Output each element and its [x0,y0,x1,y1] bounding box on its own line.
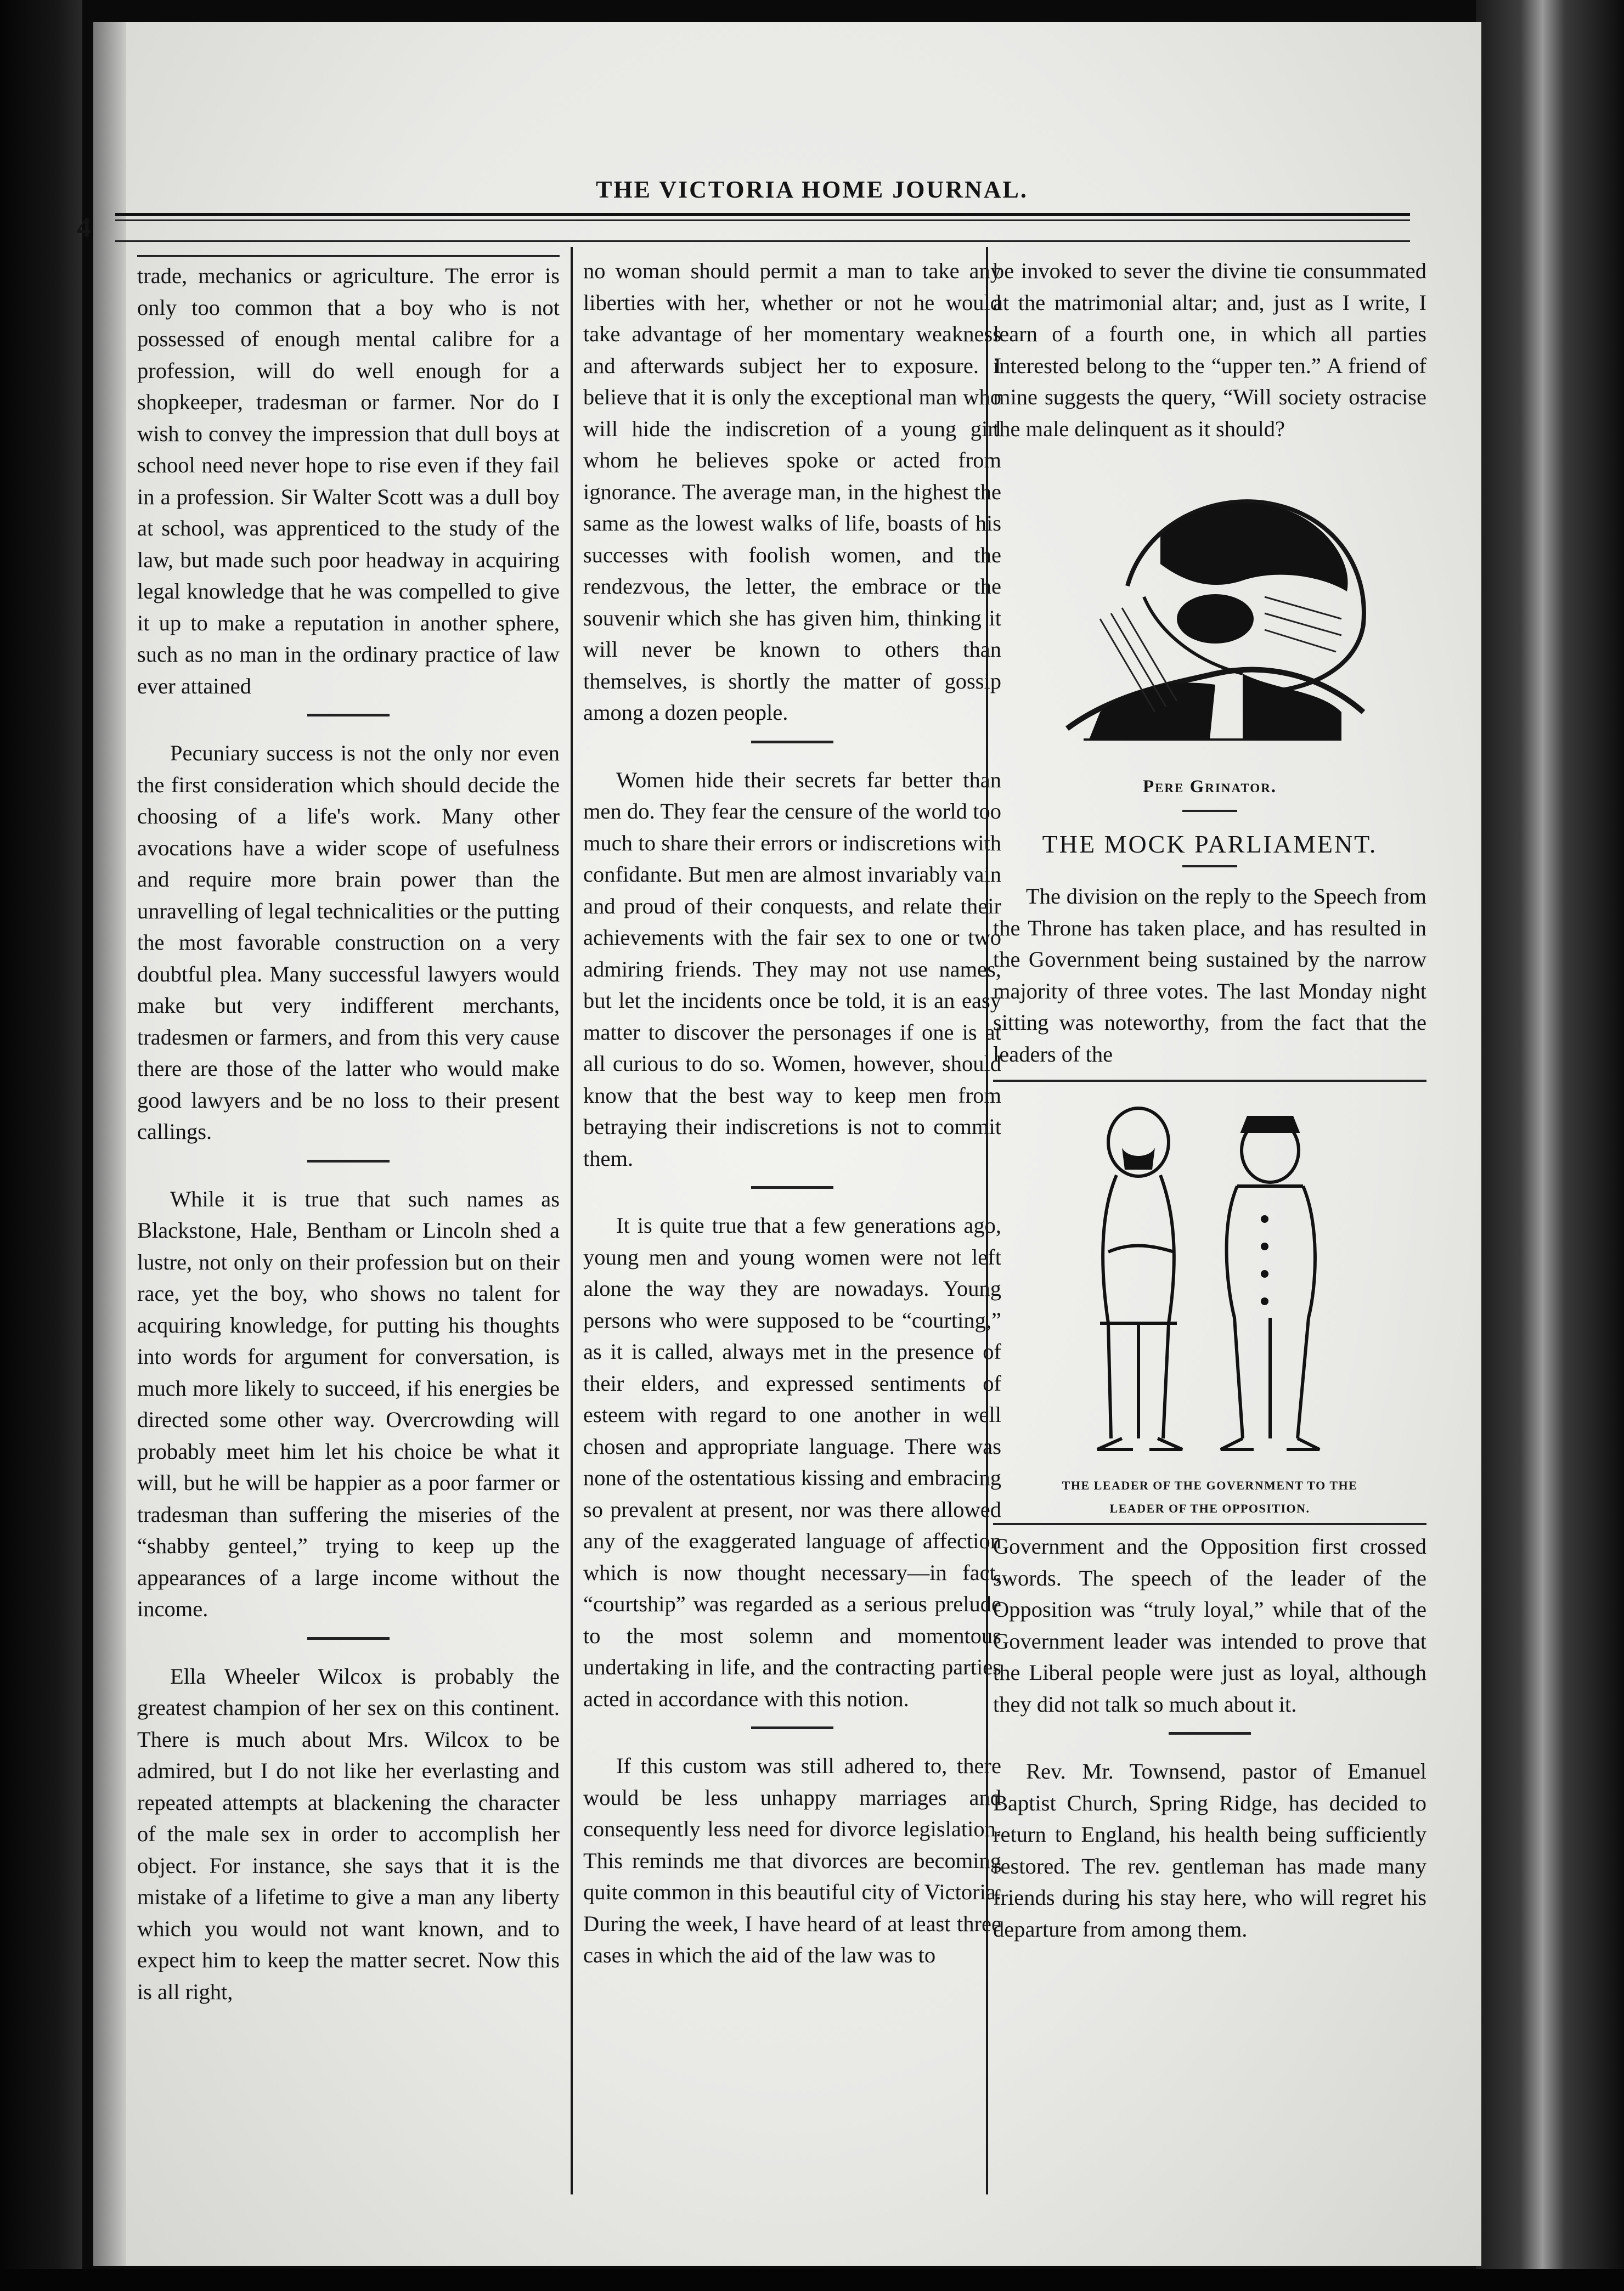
two-figures-cartoon-icon [1045,1087,1374,1471]
scan-frame-bottom [0,2269,1624,2291]
scan-frame-right [1476,0,1624,2291]
paragraph: trade, mechanics or agriculture. The error is only too common that a boy who is not possessed of enough mental calibre for a profession, will do well enough for a shopkeeper, tradesman or farmer. Nor do I wish to convey the impression that dull boys at school need never hope to rise even if they fail in a profession. Sir Walter Scott was a dull boy at school, was apprenticed to the study of the law, but made such poor headway in acquiring legal knowledge that he was compelled to give it up to make a reputation in another sphere, such as no man in the ordinary practice of law ever attained [137,263,560,698]
page-number: 4 [77,212,91,243]
caption-rule [1182,810,1237,812]
paragraph: be invoked to sever the divine tie consummated at the matrimonial altar; and, just as I write, I learn of a fourth one, in which all parties interested belong to the “upper ten.” A friend of mine suggests the query, “Will society ostracise the male delinquent as it should? [993,258,1426,441]
separator-rule [307,1160,390,1163]
separator-rule [307,1637,390,1640]
separator-rule [751,741,833,743]
cartoon-top-rule [993,1080,1426,1082]
article-column-1 [137,255,560,2017]
separator-rule [751,1726,833,1729]
engraved-portrait-icon [1034,454,1385,761]
page-edge-shadow [93,22,126,2266]
paragraph: Pecuniary success is not the only nor even the first consideration which should decide the choosing of a life's work. Many other avocations have a wider scope of usefulness and require more brain power than the unravelling of legal technicalities or the putting the most favorable construction on a very doubtful plea. Many successful lawyers would make but very indifferent merchants, tradesmen or farmers, and from this very cause there are those of the latter who would make good lawyers and be no loss to their present callings. [137,741,560,1144]
paragraph: Ella Wheeler Wilcox is probably the greatest champion of her sex on this continent. There is much about Mrs. Wilcox to be admired, but I do not like her everlasting and repeated attempts at blackening the character of the male sex in order to accomplish her object. For instance, she says that it is the mistake of a lifetime to give a man any liberty which you would not want known, and to expect him to keep the matter secret. Now this is all right, [137,1663,560,2004]
paragraph: Rev. Mr. Townsend, pastor of Emanuel Baptist Church, Spring Ridge, has decided to return to England, his health being sufficiently restored. The rev. gentleman has made many friends during his stay here, who will regret his departure from among them. [993,1759,1426,1942]
header-rule-mid [115,219,1410,221]
header-rule-bottom [115,240,1410,242]
section-title: THE MOCK PARLIAMENT. [1042,830,1378,858]
title-rule [1182,865,1237,867]
scan-frame-left [0,0,82,2291]
journal-title: THE VICTORIA HOME JOURNAL. [596,176,1028,203]
column-top-rule [137,255,560,257]
cartoon-bottom-rule [993,1523,1426,1525]
portrait-caption: Pere Grinator. [1142,777,1277,797]
cartoon-caption-line-2: LEADER OF THE OPPOSITION. [1109,1502,1310,1515]
paragraph: Government and the Opposition first crossed swords. The speech of the leader of the Opposition was “truly loyal,” while that of the Government leader was intended to prove that the Liberal people were just as loyal, although they did not talk so much about it. [993,1534,1426,1717]
paragraph: The division on the reply to the Speech from the Throne has taken place, and has resulted in the Government being sustained by the narrow majority of three votes. The last Monday night sitting was noteworthy, from the fact that the leaders of the [993,884,1426,1066]
column-divider-1 [571,247,573,2194]
paragraph: no woman should permit a man to take any liberties with her, whether or not he would take advantage of her momentary weakness and afterwards subject her to exposure. I believe that it is only the exceptional man who will hide the indiscretion of a young girl whom he believes spoke or acted from ignorance. The average man, in the highest the same as the lowest walks of life, boasts of his successes with foolish women, and the rendezvous, the letter, the embrace or the souvenir which she has given him, thinking it will never be known to others than themselves, is shortly the matter of gossip among a dozen people. [583,258,1001,725]
paragraph: Women hide their secrets far better than men do. They fear the censure of the world too much to share their errors or indiscretions with confidante. But men are almost invariably vain and proud of their conquests, and relate their achievements with the fair sex to one or two admiring friends. They may not use names, but let the incidents once be told, it is an easy matter to discover the personages if one is at all curious to do so. Women, however, should know that the best way to keep men from betraying their indiscretions is not to commit them. [583,767,1001,1171]
paragraph: If this custom was still adhered to, there would be less unhappy marriages and consequently less need for divorce legislation. This reminds me that divorces are becoming quite common in this beautiful city of Victoria. During the week, I have heard of at least three cases in which the aid of the law was to [583,1753,1001,1967]
cartoon-caption-line-1: THE LEADER OF THE GOVERNMENT TO THE [1062,1479,1358,1492]
paragraph: While it is true that such names as Blackstone, Hale, Bentham or Lincoln shed a lustre, not only on their profession but on their race, yet the boy, who shows no talent for acquiring knowledge, for putting his thoughts into words for argument for conversation, is much more likely to succeed, if his energies be directed some other way. Overcrowding will probably meet him let his choice be what it will, but he will be happier as a poor farmer or tradesman than suffering the miseries of the “shabby genteel,” trying to keep up the appearances of a large income without the income. [137,1186,560,1621]
article-column-2 [583,255,1001,1981]
paragraph: It is quite true that a few generations ago, young men and young women were not left alone the way they are nowadays. Young persons who were supposed to be “courting,” as it is called, always met in the presence of their elders, and expressed sentiments of esteem with regard to one another in well chosen and appropriate language. There was none of the ostentatious kissing and embracing so prevalent at present, nor was there allowed any of the exaggerated language of affection which is now thought necessary—in fact, “courtship” was regarded as a serious prelude to the most solemn and momentous undertaking in life, and the contracting parties acted in accordance with this notion. [583,1213,1001,1711]
separator-rule [1169,1732,1251,1735]
article-column-3 [993,255,1426,1955]
header-rule-top [115,213,1410,216]
separator-rule [307,714,390,716]
separator-rule [751,1186,833,1189]
